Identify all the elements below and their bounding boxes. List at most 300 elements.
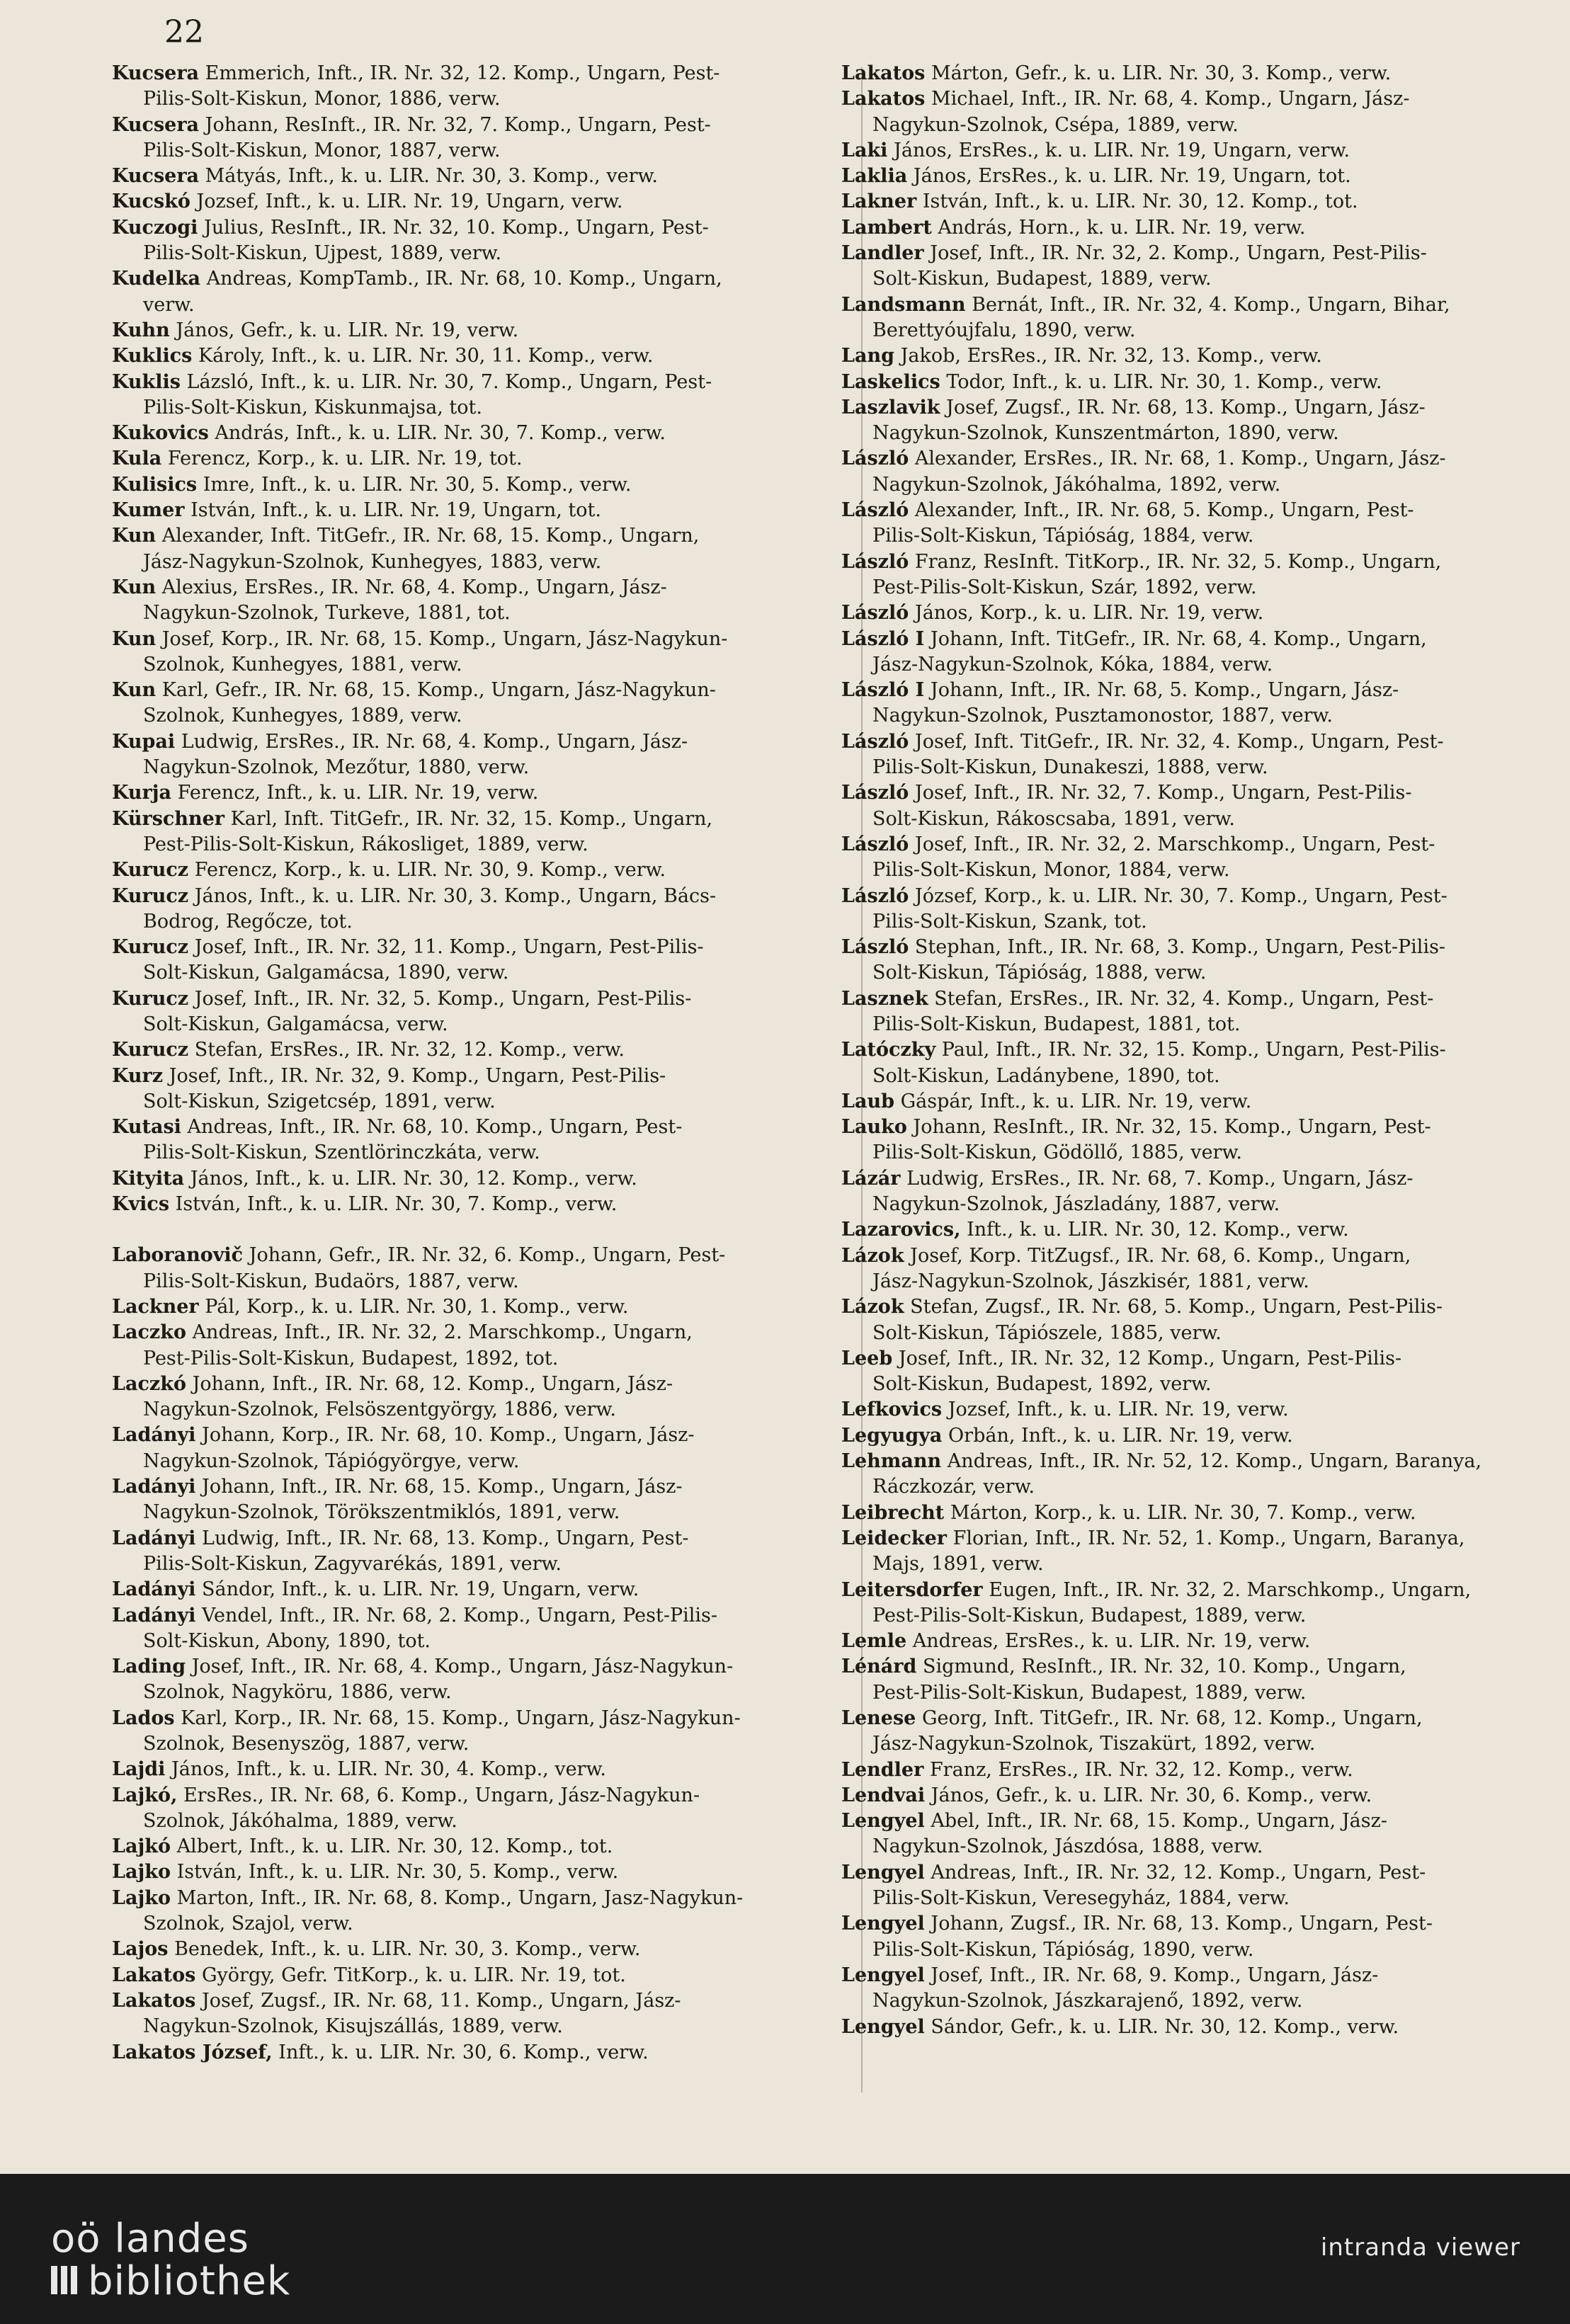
entry-surname: Kurucz: [112, 884, 189, 907]
entry-continuation-line: [841, 1269, 1557, 1294]
entry-continuation-line: [841, 703, 1557, 729]
entry-text: Emmerich, Inft., IR. Nr. 32, 12. Komp., Ungarn, Pest-: [205, 62, 720, 84]
entry-text: Jozsef, Inft., k. u. LIR. Nr. 19, verw.: [948, 1399, 1289, 1421]
entry-surname: Kukovics: [112, 422, 209, 445]
entry-surname: Lackner: [112, 1295, 199, 1318]
entry-continuation-line: [112, 909, 834, 935]
entry-surname: Lajdi: [112, 1758, 166, 1781]
entry-text: Nagykun-Szolnok, Pusztamonostor, 1887, verw.: [872, 705, 1333, 727]
entry-text: Johann, ResInft., IR. Nr. 32, 15. Komp., Ungarn, Pest-: [913, 1116, 1431, 1139]
entry-surname: László: [841, 730, 909, 753]
entry-text: Johann, Inft. TitGefr., IR. Nr. 68, 4. Komp., Ungarn,: [930, 627, 1427, 650]
entry-text: Solt-Kiskun, Galgamácsa, verw.: [143, 1013, 448, 1035]
entry-text: Nagykun-Szolnok, Jákóhalma, 1892, verw.: [872, 473, 1281, 496]
entry-text: Johann, Inft., IR. Nr. 68, 15. Komp., Ungarn, Jász-: [202, 1476, 683, 1498]
entry-text: Károly, Inft., k. u. LIR. Nr. 30, 11. Komp., verw.: [198, 345, 654, 368]
entry-line: [112, 1886, 834, 1911]
entry-surname: Kurja: [112, 782, 171, 804]
entry-text: Pest-Pilis-Solt-Kiskun, Budapest, 1889, verw.: [872, 1681, 1307, 1704]
entry-surname: Kucsera: [112, 113, 200, 136]
entry-surname: Lengyel: [841, 1810, 925, 1833]
entry-text: János, ErsRes., k. u. LIR. Nr. 19, Ungarn, tot.: [913, 165, 1351, 188]
entry-line: [841, 1963, 1557, 1988]
entry-surname: Laskelics: [841, 370, 940, 393]
entry-text: Pilis-Solt-Kiskun, Tápióság, 1890, verw.: [872, 1938, 1254, 1961]
entry-line: [112, 729, 834, 755]
entry-line: [841, 1346, 1557, 1372]
entry-surname: Laklia: [841, 165, 908, 188]
entry-continuation-line: [841, 523, 1557, 549]
entry-continuation-line: [112, 1140, 834, 1166]
entry-continuation-line: [841, 113, 1557, 138]
entry-text: Pilis-Solt-Kiskun, Zagyvarékás, 1891, verw.: [143, 1552, 562, 1575]
entry-text: Ludwig, Inft., IR. Nr. 68, 13. Komp., Ungarn, Pest-: [202, 1527, 689, 1549]
entry-text: Julius, ResInft., IR. Nr. 32, 10. Komp., Ungarn, Pest-: [204, 216, 709, 239]
entry-text: István, Inft., k. u. LIR. Nr. 30, 12. Komp., tot.: [922, 190, 1358, 213]
entry-text: István, Inft., k. u. LIR. Nr. 30, 7. Komp., verw.: [175, 1193, 618, 1216]
entry-surname: Kudelka: [112, 268, 201, 290]
section-gap: [112, 1217, 834, 1243]
entry-text: Johann, Korp., IR. Nr. 68, 10. Komp., Ungarn, Jász-: [202, 1424, 695, 1447]
entry-line: [112, 1757, 834, 1782]
entry-surname: Kurucz: [112, 987, 189, 1010]
entry-line: [841, 1449, 1557, 1474]
entry-continuation-line: [841, 1192, 1557, 1217]
entry-text: Ferencz, Inft., k. u. LIR. Nr. 19, verw.: [177, 782, 539, 804]
entry-surname: Laboranovič: [112, 1244, 244, 1267]
entry-text: Szolnok, Szajol, verw.: [143, 1913, 353, 1935]
entry-text: Inft., k. u. LIR. Nr. 30, 6. Komp., verw.: [278, 2041, 649, 2063]
entry-text: Michael, Inft., IR. Nr. 68, 4. Komp., Ungarn, Jász-: [931, 88, 1410, 110]
entry-line: [841, 1706, 1557, 1731]
entry-surname: Kun: [112, 525, 157, 547]
entry-text: Stephan, Inft., IR. Nr. 68, 3. Komp., Ungarn, Pest-Pilis-: [914, 936, 1446, 959]
entry-line: [841, 61, 1557, 86]
entry-text: Benedek, Inft., k. u. LIR. Nr. 30, 3. Komp., verw.: [174, 1938, 641, 1961]
entry-surname: László: [841, 602, 909, 625]
entry-surname: Kula: [112, 448, 162, 470]
entry-line: [841, 549, 1557, 575]
entry-text: Szolnok, Nagyköru, 1886, verw.: [143, 1681, 452, 1704]
logo-line-2: [51, 2260, 290, 2303]
entry-text: Josef, Inft., IR. Nr. 68, 9. Komp., Ungarn, Jász-: [931, 1964, 1379, 1986]
entry-text: Josef, Inft., IR. Nr. 32, 7. Komp., Ungarn, Pest-Pilis-: [914, 782, 1412, 804]
entry-text: Szolnok, Besenyszög, 1887, verw.: [143, 1733, 470, 1755]
entry-surname: Laub: [841, 1090, 894, 1112]
entry-surname: Lajko: [112, 1861, 171, 1884]
entry-continuation-line: [112, 960, 834, 986]
entry-line: [841, 343, 1557, 369]
entry-text: Marton, Inft., IR. Nr. 68, 8. Komp., Ungarn, Jasz-Nagykun-: [176, 1886, 744, 1909]
entry-continuation-line: [112, 1269, 834, 1294]
entry-text: Johann, Inft., IR. Nr. 68, 12. Komp., Ungarn, Jász-: [192, 1372, 673, 1395]
entry-surname: Ladányi: [112, 1527, 196, 1549]
entry-continuation-line: [841, 1834, 1557, 1859]
entry-text: Andreas, ErsRes., k. u. LIR. Nr. 19, verw.: [912, 1630, 1311, 1653]
entry-text: Ferencz, Korp., k. u. LIR. Nr. 30, 9. Komp., verw.: [194, 859, 666, 882]
entry-continuation-line: [112, 292, 834, 318]
entry-text: Lázsló, Inft., k. u. LIR. Nr. 30, 7. Komp., Ungarn, Pest-: [186, 370, 712, 393]
entry-continuation-line: [841, 1937, 1557, 1963]
entry-surname: Kurucz: [112, 1039, 189, 1061]
entry-text: Josef, Korp., IR. Nr. 68, 15. Komp., Ungarn, Jász-Nagykun-: [161, 627, 728, 650]
entry-surname: Lénárd: [841, 1656, 917, 1678]
entry-continuation-line: [841, 421, 1557, 446]
entry-line: [112, 1064, 834, 1089]
entry-text: János, Korp., k. u. LIR. Nr. 19, verw.: [914, 602, 1264, 625]
entry-text: Karl, Korp., IR. Nr. 68, 15. Komp., Ungarn, Jász-Nagykun-: [181, 1707, 741, 1729]
entry-text: Bodrog, Regőcze, tot.: [143, 910, 353, 933]
entry-text: Pilis-Solt-Kiskun, Budaörs, 1887, verw.: [143, 1270, 519, 1292]
entry-continuation-line: [112, 1449, 834, 1474]
entry-line: [112, 1037, 834, 1063]
entry-text: Ludwig, ErsRes., IR. Nr. 68, 4. Komp., Ungarn, Jász-: [181, 730, 688, 753]
entry-text: Márton, Korp., k. u. LIR. Nr. 30, 7. Komp., verw.: [950, 1501, 1416, 1524]
entry-continuation-line: [841, 1551, 1557, 1577]
entry-surname: Legyugya: [841, 1424, 943, 1447]
entry-text: Nagykun-Szolnok, Jászkarajenő, 1892, verw.: [872, 1990, 1303, 2012]
entry-text: Pest-Pilis-Solt-Kiskun, Rákosliget, 1889, verw.: [143, 833, 588, 855]
entry-line: [841, 292, 1557, 318]
entry-surname: Laszlavik: [841, 396, 940, 418]
entry-continuation-line: [112, 241, 834, 266]
entry-continuation-line: [841, 858, 1557, 883]
entry-line: [112, 164, 834, 189]
entry-surname: Lendvai: [841, 1784, 926, 1806]
entry-surname: Kucsera: [112, 62, 200, 84]
entry-continuation-line: [841, 1603, 1557, 1629]
entry-line: [841, 1911, 1557, 1937]
entry-surname: Laki: [841, 139, 888, 161]
entry-text: Bernát, Inft., IR. Nr. 32, 4. Komp., Ungarn, Bihar,: [972, 293, 1450, 316]
entry-text: Ferencz, Korp., k. u. LIR. Nr. 19, tot.: [167, 448, 523, 470]
entry-line: [112, 1577, 834, 1602]
entry-surname: László: [841, 499, 909, 522]
entry-surname: László: [841, 448, 909, 470]
entry-text: György, Gefr. TitKorp., k. u. LIR. Nr. 19, tot.: [201, 1964, 626, 1986]
entry-line: [841, 1089, 1557, 1115]
entry-surname: Lajkó,: [112, 1784, 178, 1806]
entry-text: Johann, Gefr., IR. Nr. 32, 6. Komp., Ungarn, Pest-: [249, 1244, 726, 1267]
entry-line: [841, 1758, 1557, 1783]
entry-continuation-line: [841, 318, 1557, 343]
entry-line: [112, 1988, 834, 2014]
entry-line: [841, 1243, 1557, 1269]
entry-text: Mátyás, Inft., k. u. LIR. Nr. 30, 3. Komp., verw.: [205, 165, 658, 188]
entry-surname: Lengyel: [841, 1913, 925, 1935]
entry-surname: László I: [841, 679, 925, 702]
entry-text: Josef, Inft., IR. Nr. 68, 4. Komp., Ungarn, Jász-Nagykun-: [191, 1656, 734, 1678]
entry-text: Alexander, ErsRes., IR. Nr. 68, 1. Komp., Ungarn, Jász-: [914, 448, 1446, 470]
entry-surname: Laczko: [112, 1321, 186, 1344]
entry-text: Andreas, Inft., IR. Nr. 68, 10. Komp., Ungarn, Pest-: [187, 1116, 683, 1139]
entry-continuation-line: [112, 600, 834, 626]
entry-text: Pilis-Solt-Kiskun, Dunakeszi, 1888, verw.: [872, 756, 1268, 779]
entry-text: János, Inft., k. u. LIR. Nr. 30, 3. Komp., Ungarn, Bács-: [194, 884, 717, 907]
entry-line: [841, 189, 1557, 215]
entry-text: Abel, Inft., IR. Nr. 68, 15. Komp., Ungarn, Jász-: [931, 1810, 1387, 1833]
entry-line: [841, 1217, 1557, 1243]
entry-surname: Lakatos: [841, 62, 926, 84]
entry-surname: Kuczogi: [112, 216, 198, 239]
entry-line: [112, 1294, 834, 1320]
entry-line: [841, 780, 1557, 806]
entry-line: [841, 1808, 1557, 1834]
entry-line: [841, 395, 1557, 421]
entry-text: Nagykun-Szolnok, Tápiógyörgye, verw.: [143, 1449, 520, 1472]
entry-surname: Lehmann: [841, 1450, 942, 1473]
entry-text: Josef, Zugsf., IR. Nr. 68, 13. Komp., Ungarn, Jász-: [946, 396, 1426, 418]
entry-line: [112, 1243, 834, 1268]
entry-line: [112, 61, 834, 86]
entry-line: [841, 832, 1557, 858]
entry-text: Solt-Kiskun, Budapest, 1892, verw.: [872, 1373, 1212, 1396]
entry-line: [841, 884, 1557, 909]
entry-continuation-line: [841, 1680, 1557, 1706]
entry-line: [112, 935, 834, 960]
entry-surname: Latóczky: [841, 1039, 936, 1061]
entry-surname: Lefkovics: [841, 1399, 943, 1421]
entry-surname: Laczkó: [112, 1372, 186, 1395]
entry-line: [841, 678, 1557, 703]
entry-line: [112, 1783, 834, 1808]
entry-line: [112, 1937, 834, 1962]
entry-line: [841, 729, 1557, 755]
entry-line: [112, 627, 834, 652]
entry-text: Vendel, Inft., IR. Nr. 68, 2. Komp., Ungarn, Pest-Pilis-: [202, 1604, 718, 1627]
entry-text: Jász-Nagykun-Szolnok, Jászkisér, 1881, verw.: [872, 1270, 1309, 1292]
entry-text: Pilis-Solt-Kiskun, Gödöllő, 1885, verw.: [872, 1141, 1242, 1164]
entry-surname: Kucsera: [112, 165, 200, 188]
entry-text: Pilis-Solt-Kiskun, Ujpest, 1889, verw.: [143, 242, 502, 265]
entry-text: Karl, Inft. TitGefr., IR. Nr. 32, 15. Komp., Ungarn,: [230, 807, 713, 830]
entry-surname: Kvics: [112, 1193, 170, 1216]
entry-surname: Lenese: [841, 1707, 916, 1729]
entry-continuation-line: [841, 1012, 1557, 1037]
logo-line-1: oö landes: [51, 2216, 249, 2262]
entry-line: [841, 1526, 1557, 1551]
entry-text: János, Gefr., k. u. LIR. Nr. 30, 6. Komp., verw.: [931, 1784, 1372, 1806]
entry-line: [112, 189, 834, 215]
entry-continuation-line: [112, 1680, 834, 1705]
entry-continuation-line: [112, 1629, 834, 1654]
entry-surname: Kurucz: [112, 859, 189, 882]
entry-continuation-line: [112, 1911, 834, 1937]
entry-text: Andreas, Inft., IR. Nr. 32, 12. Komp., Ungarn, Pest-: [931, 1861, 1426, 1884]
entry-line: [841, 1037, 1557, 1063]
entry-text: Solt-Kiskun, Tápiószele, 1885, verw.: [872, 1321, 1222, 1344]
entry-line: [112, 678, 834, 703]
entry-continuation-line: [112, 86, 834, 112]
entry-text: Josef, Inft., IR. Nr. 32, 5. Komp., Ungarn, Pest-Pilis-: [194, 987, 692, 1010]
entry-continuation-line: [841, 755, 1557, 780]
entry-continuation-line: [112, 1089, 834, 1115]
entry-surname: Lang: [841, 345, 894, 368]
entry-text: Josef, Korp. TitZugsf., IR. Nr. 68, 6. Komp., Ungarn,: [910, 1244, 1411, 1267]
entry-continuation-line: [841, 1140, 1557, 1166]
entry-line: [112, 1320, 834, 1345]
entry-continuation-line: [841, 1321, 1557, 1346]
entry-line: [112, 472, 834, 498]
entry-line: [112, 1654, 834, 1680]
entry-continuation-line: [841, 472, 1557, 498]
entry-text: Andreas, KompTamb., IR. Nr. 68, 10. Komp., Ungarn,: [206, 268, 722, 290]
entry-text: Solt-Kiskun, Ladánybene, 1890, tot.: [872, 1064, 1220, 1087]
entry-surname: Kun: [112, 576, 157, 598]
entry-surname: Kulisics: [112, 473, 198, 496]
entry-text: András, Horn., k. u. LIR. Nr. 19, verw.: [938, 216, 1306, 239]
entry-continuation-line: [112, 832, 834, 858]
entry-continuation-line: [112, 1808, 834, 1834]
entry-text: Josef, Inft. TitGefr., IR. Nr. 32, 4. Komp., Ungarn, Pest-: [914, 730, 1444, 753]
entry-text: Stefan, Zugsf., IR. Nr. 68, 5. Komp., Ungarn, Pest-Pilis-: [910, 1296, 1443, 1318]
entry-text: Solt-Kiskun, Tápióság, 1888, verw.: [872, 962, 1207, 984]
entry-text: Szolnok, Kunhegyes, 1889, verw.: [143, 705, 462, 727]
entry-continuation-line: [112, 1551, 834, 1577]
entry-line: [841, 1500, 1557, 1526]
entry-text: Andreas, Inft., IR. Nr. 32, 2. Marschkomp., Ungarn,: [192, 1321, 693, 1344]
entry-line: [112, 884, 834, 909]
entry-text: Josef, Inft., IR. Nr. 32, 11. Komp., Ungarn, Pest-Pilis-: [194, 936, 704, 959]
entry-continuation-line: [112, 1012, 834, 1037]
entry-line: [112, 1423, 834, 1448]
entry-surname: László: [841, 550, 909, 573]
entry-text: Stefan, ErsRes., IR. Nr. 32, 12. Komp., verw.: [194, 1039, 625, 1061]
entry-text: Alexander, Inft. TitGefr., IR. Nr. 68, 15. Komp., Ungarn,: [161, 525, 700, 547]
entry-text: Szolnok, Jákóhalma, 1889, verw.: [143, 1809, 457, 1832]
entry-line: [112, 1963, 834, 1988]
entry-surname: Lakatos József,: [112, 2041, 273, 2063]
entry-text: Pilis-Solt-Kiskun, Szentlörinczkáta, verw.: [143, 1141, 540, 1164]
entry-line: [841, 1783, 1557, 1808]
entry-surname: Ladányi: [112, 1578, 196, 1601]
entry-surname: Lambert: [841, 216, 932, 239]
entry-text: Pilis-Solt-Kiskun, Monor, 1887, verw.: [143, 139, 501, 161]
entry-line: [841, 2015, 1557, 2040]
entry-surname: Kürschner: [112, 807, 225, 830]
entry-text: Solt-Kiskun, Abony, 1890, tot.: [143, 1629, 431, 1652]
entry-text: Andreas, Inft., IR. Nr. 52, 12. Komp., Ungarn, Baranya,: [947, 1450, 1482, 1473]
entry-text: Majs, 1891, verw.: [872, 1553, 1044, 1576]
entry-text: Nagykun-Szolnok, Csépa, 1889, verw.: [872, 113, 1239, 136]
entry-surname: László: [841, 884, 909, 907]
entry-continuation-line: [841, 1886, 1557, 1911]
entry-text: verw.: [143, 293, 195, 316]
entry-text: Pilis-Solt-Kiskun, Veresegyház, 1884, verw.: [872, 1887, 1290, 1910]
entry-text: Solt-Kiskun, Budapest, 1889, verw.: [872, 268, 1212, 290]
entry-text: Ráczkozár, verw.: [872, 1476, 1035, 1498]
entry-line: [841, 86, 1557, 112]
entry-continuation-line: [841, 575, 1557, 600]
entry-text: Szolnok, Kunhegyes, 1881, verw.: [143, 653, 462, 676]
entry-continuation-line: [841, 266, 1557, 292]
entry-text: Jász-Nagykun-Szolnok, Kóka, 1884, verw.: [872, 653, 1273, 676]
entry-text: Nagykun-Szolnok, Törökszentmiklós, 1891, verw.: [143, 1501, 620, 1524]
entry-text: Sándor, Gefr., k. u. LIR. Nr. 30, 12. Komp., verw.: [931, 2015, 1399, 2038]
entry-line: [841, 627, 1557, 652]
entry-continuation-line: [841, 909, 1557, 935]
entry-surname: Landler: [841, 242, 924, 265]
entry-line: [841, 1397, 1557, 1423]
entry-surname: Lengyel: [841, 1964, 925, 1986]
entry-line: [112, 266, 834, 292]
entry-line: [841, 1166, 1557, 1192]
entry-continuation-line: [112, 1346, 834, 1372]
entry-text: Nagykun-Szolnok, Jászladány, 1887, verw.: [872, 1193, 1280, 1216]
entry-surname: Lendler: [841, 1758, 924, 1781]
entry-line: [112, 370, 834, 395]
entry-surname: Lázár: [841, 1167, 901, 1190]
entry-line: [112, 1115, 834, 1140]
entry-text: Nagykun-Szolnok, Kisujszállás, 1889, verw.: [143, 2015, 563, 2038]
entry-text: Josef, Inft., IR. Nr. 32, 2. Komp., Ungarn, Pest-Pilis-: [930, 242, 1427, 265]
viewer-footer: [0, 2174, 1570, 2324]
entry-text: Solt-Kiskun, Szigetcsép, 1891, verw.: [143, 1090, 496, 1112]
entry-surname: Kun: [112, 679, 157, 702]
entry-text: Alexander, Inft., IR. Nr. 68, 5. Komp., Ungarn, Pest-: [914, 499, 1414, 522]
entry-text: Orbán, Inft., k. u. LIR. Nr. 19, verw.: [948, 1424, 1293, 1447]
entry-text: János, ErsRes., k. u. LIR. Nr. 19, Ungarn, verw.: [894, 139, 1350, 161]
entry-continuation-line: [841, 1474, 1557, 1500]
entry-text: Imre, Inft., k. u. LIR. Nr. 30, 5. Komp., verw.: [203, 473, 632, 496]
entry-line: [112, 498, 834, 523]
entry-line: [841, 935, 1557, 960]
entry-surname: Kumer: [112, 499, 185, 522]
entry-surname: Lengyel: [841, 1861, 925, 1884]
entry-surname: Kun: [112, 627, 157, 650]
entry-text: Paul, Inft., IR. Nr. 32, 15. Komp., Ungarn, Pest-Pilis-: [941, 1039, 1446, 1061]
library-logo[interactable]: [51, 2218, 290, 2303]
entry-line: [112, 421, 834, 446]
entry-text: Inft., k. u. LIR. Nr. 30, 12. Komp., verw.: [967, 1219, 1349, 1241]
entry-line: [112, 780, 834, 806]
entry-surname: Lasznek: [841, 987, 928, 1010]
entry-surname: Lemle: [841, 1630, 907, 1653]
entry-text: János, Gefr., k. u. LIR. Nr. 19, verw.: [176, 319, 519, 341]
entry-continuation-line: [112, 703, 834, 729]
entry-line: [112, 858, 834, 883]
viewer-label[interactable]: intranda viewer: [1320, 2233, 1520, 2262]
entry-line: [112, 215, 834, 241]
entry-continuation-line: [841, 652, 1557, 678]
entry-text: Pilis-Solt-Kiskun, Monor, 1886, verw.: [143, 88, 501, 110]
entry-text: Josef, Inft., IR. Nr. 32, 9. Komp., Ungarn, Pest-Pilis-: [169, 1064, 666, 1087]
entry-text: Franz, ResInft. TitKorp., IR. Nr. 32, 5. Komp., Ungarn,: [914, 550, 1442, 573]
entry-line: [112, 2040, 834, 2066]
logo-bars-icon: [51, 2260, 81, 2303]
entry-text: ErsRes., IR. Nr. 68, 6. Komp., Ungarn, Jász-Nagykun-: [183, 1784, 700, 1806]
entry-text: Pilis-Solt-Kiskun, Budapest, 1881, tot.: [872, 1013, 1241, 1035]
entry-continuation-line: [112, 1397, 834, 1423]
entry-text: János, Inft., k. u. LIR. Nr. 30, 4. Komp., verw.: [171, 1758, 606, 1781]
entry-text: Sigmund, ResInft., IR. Nr. 32, 10. Komp., Ungarn,: [923, 1656, 1406, 1678]
entry-text: Nagykun-Szolnok, Jászdósa, 1888, verw.: [872, 1835, 1263, 1858]
entry-surname: Kucskó: [112, 190, 190, 213]
page-number: 22: [164, 14, 204, 50]
entry-surname: Leeb: [841, 1347, 893, 1369]
entry-line: [112, 113, 834, 138]
entry-continuation-line: [112, 2014, 834, 2039]
entry-surname: Lakatos: [112, 1964, 196, 1986]
entry-line: [112, 343, 834, 369]
entry-text: Pilis-Solt-Kiskun, Tápióság, 1884, verw.: [872, 525, 1254, 547]
entry-line: [112, 1526, 834, 1551]
entry-surname: Lakatos: [112, 1989, 196, 2012]
left-column: [112, 61, 834, 2066]
entry-text: István, Inft., k. u. LIR. Nr. 30, 5. Komp., verw.: [176, 1861, 619, 1884]
entry-line: [841, 370, 1557, 395]
entry-line: [841, 241, 1557, 266]
